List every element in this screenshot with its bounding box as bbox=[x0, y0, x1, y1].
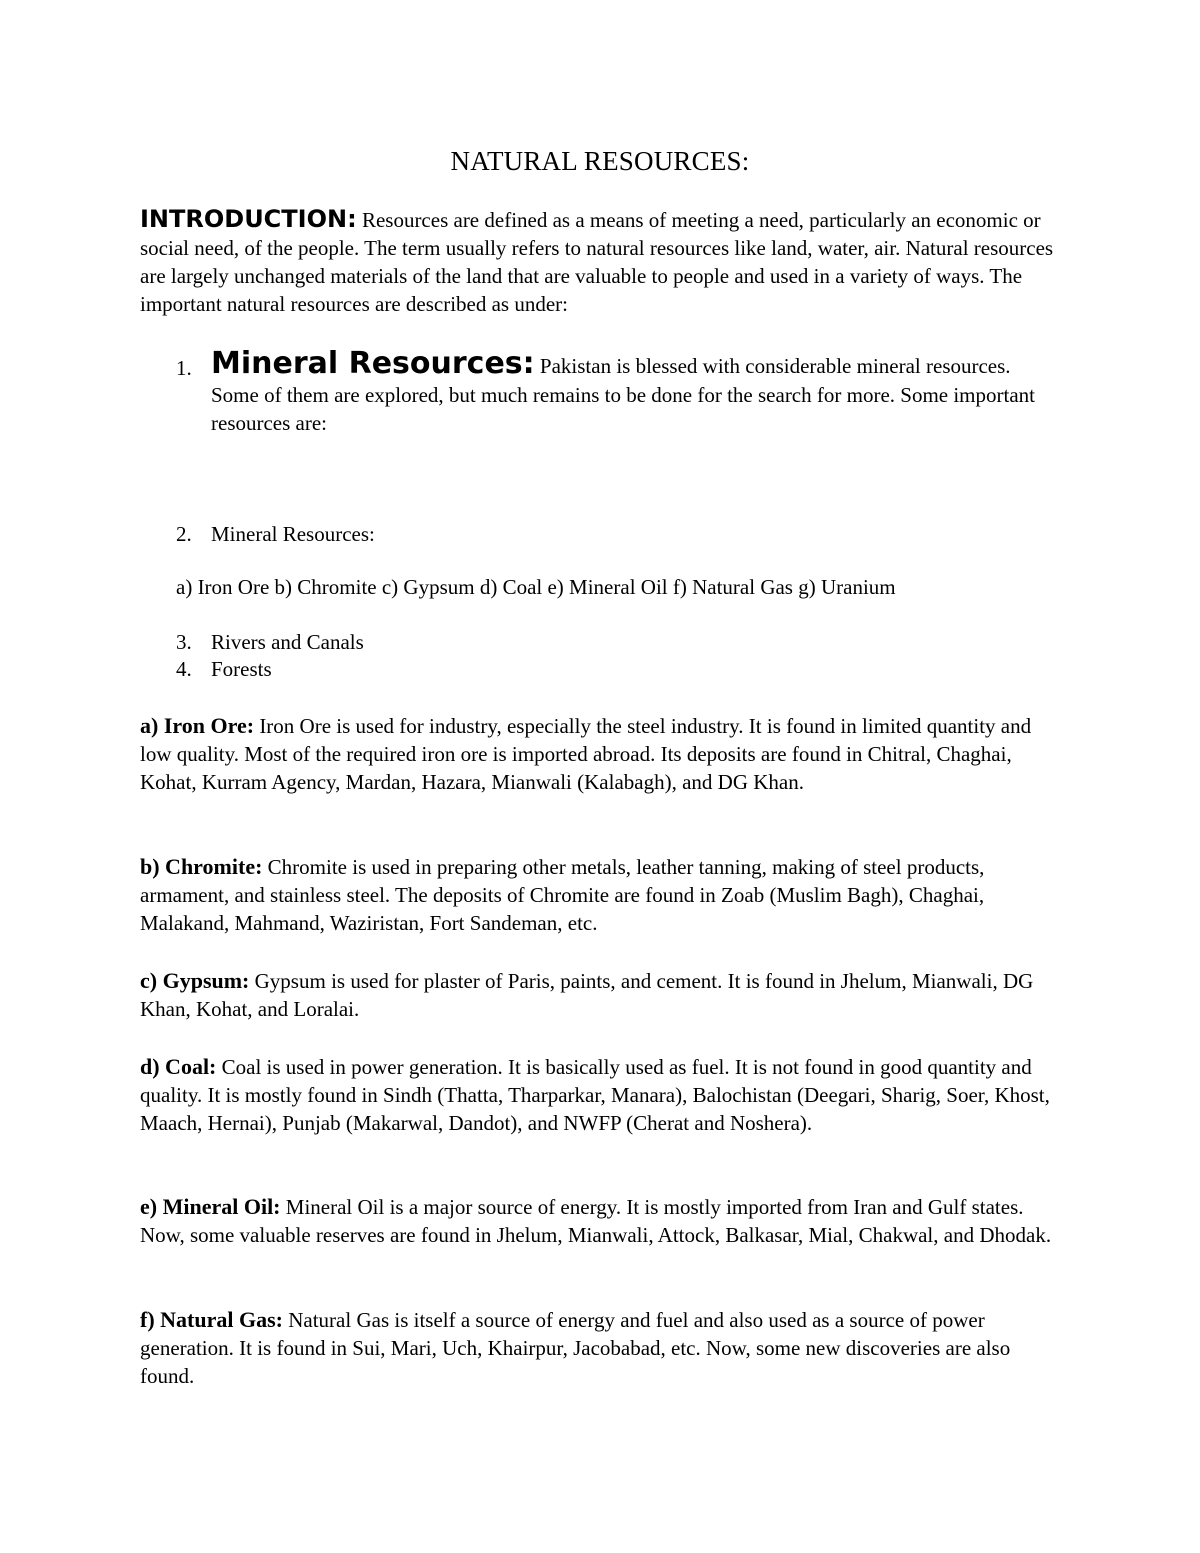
list-number: 1. bbox=[176, 356, 192, 380]
list-item-text: Mineral Resources: bbox=[211, 522, 375, 546]
section-text: Chromite is used in preparing other metals, leather tanning, making of steel products, armament, and stainless steel. The deposits of Chromite are found in Zoab (Muslim Bagh), Chaghai, Malakand, Mahmand, Waziristan, Fort Sandeman, etc. bbox=[140, 855, 985, 935]
list-number: 4. bbox=[176, 657, 192, 681]
list-item-text: Rivers and Canals bbox=[211, 630, 364, 654]
document-title: NATURAL RESOURCES: bbox=[450, 146, 750, 176]
mineral-resources-heading: Mineral Resources: bbox=[211, 346, 535, 381]
section-text: Iron Ore is used for industry, especially the steel industry. It is found in limited quantity and low quality. Most of the required iron ore is imported abroad. Its deposits are found in Chitral, Chaghai, Kohat, Kurram Agency, Mardan, Hazara, Mianwali (Kalabagh), and DG Khan. bbox=[140, 714, 1032, 794]
section-iron-ore bbox=[140, 712, 1065, 796]
section-label: c) Gypsum: bbox=[140, 968, 250, 993]
section-label: a) Iron Ore: bbox=[140, 713, 255, 738]
section-chromite bbox=[140, 853, 1065, 937]
list-number: 3. bbox=[176, 630, 192, 654]
introduction-text: Resources are defined as a means of meeting a need, particularly an economic or social need, of the people. The term usually refers to natural resources like land, water, air. Natural resources are largely unchanged materials of the land that are valuable to people and used in a variety of ways. The important natural resources are described as under: bbox=[140, 208, 1054, 316]
section-label: f) Natural Gas: bbox=[140, 1307, 283, 1332]
list-number: 2. bbox=[176, 522, 192, 546]
list-item-content bbox=[211, 347, 1041, 437]
mineral-resources-text: Pakistan is blessed with considerable mineral resources. Some of them are explored, but much remains to be done for the search for more. Some important resources are: bbox=[211, 354, 1036, 435]
section-text: Mineral Oil is a major source of energy. It is mostly imported from Iran and Gulf states. Now, some valuable reserves are found in Jhelum, Mianwali, Attock, Balkasar, Mial, Chakwal, and Dhodak. bbox=[140, 1195, 1052, 1247]
section-mineral-oil bbox=[140, 1193, 1065, 1249]
section-label: b) Chromite: bbox=[140, 854, 263, 879]
section-text: Coal is used in power generation. It is basically used as fuel. It is not found in good quantity and quality. It is mostly found in Sindh (Thatta, Tharparkar, Manara), Balochistan (Deegari, Sharig, Soer, Khost, Maach, Hernai), Punjab (Makarwal, Dandot), and NWFP (Cherat and Noshera). bbox=[140, 1055, 1050, 1135]
section-text: Gypsum is used for plaster of Paris, paints, and cement. It is found in Jhelum, Mianwali, DG Khan, Kohat, and Loralai. bbox=[140, 969, 1034, 1021]
section-text: Natural Gas is itself a source of energy and fuel and also used as a source of power generation. It is found in Sui, Mari, Uch, Khairpur, Jacobabad, etc. Now, some new discoveries are also found. bbox=[140, 1308, 1011, 1388]
introduction-label: INTRODUCTION: bbox=[140, 205, 357, 233]
section-coal bbox=[140, 1053, 1065, 1137]
section-label: d) Coal: bbox=[140, 1054, 217, 1079]
mineral-list-line: a) Iron Ore b) Chromite c) Gypsum d) Coal e) Mineral Oil f) Natural Gas g) Uranium bbox=[176, 575, 896, 599]
section-natural-gas bbox=[140, 1306, 1065, 1390]
list-item-text: Forests bbox=[211, 657, 272, 681]
introduction-paragraph bbox=[140, 205, 1070, 318]
section-gypsum bbox=[140, 967, 1065, 1023]
section-label: e) Mineral Oil: bbox=[140, 1194, 281, 1219]
